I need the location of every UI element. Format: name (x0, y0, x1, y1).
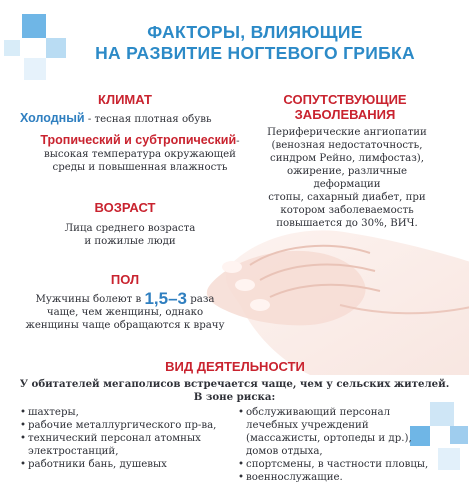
list-item: • военнослужащие. (238, 471, 438, 484)
list-item: • технический персонал атомных электростанций, (20, 432, 225, 458)
climate-tropic-dash: - (236, 136, 240, 147)
list-item: • рабочие металлургического пр-ва, (20, 419, 225, 432)
climate-tropic-line2: среды и повышенная влажность (52, 162, 228, 173)
comorbid-line: синдром Рейно, лимфостаз), (270, 153, 424, 164)
comorbid-line: ожирение, различные деформации (286, 166, 407, 190)
list-item: • работники бань, душевых (20, 458, 225, 471)
activity-intro (10, 378, 459, 404)
comorbid-line: стопы, сахарный диабет, при (268, 192, 426, 203)
comorbid-text (262, 126, 432, 230)
decor-square (24, 58, 46, 80)
age-heading: ВОЗРАСТ (94, 200, 156, 215)
activity-heading: ВИД ДЕЯТЕЛЬНОСТИ (165, 359, 305, 374)
age-line2: и пожилые люди (84, 236, 176, 247)
activity-intro-line1: У обитателей мегаполисов встречается чаще, чем у сельских жителей. (19, 378, 450, 390)
comorbid-heading-line1: СОПУТСТВУЮЩИЕ (283, 92, 407, 107)
age-line1: Лица среднего возраста (64, 223, 196, 234)
climate-tropic-line1: высокая температура окружающей (44, 149, 236, 160)
comorbid-heading (275, 92, 415, 122)
decor-square (46, 38, 66, 58)
activity-right-list (238, 406, 438, 484)
climate-heading: КЛИМАТ (98, 92, 152, 107)
decor-square (450, 426, 468, 444)
list-item: • обслуживающий персонал лечебных учреждений (массажисты, ортопеды и др.), домов отдыха, (238, 406, 438, 458)
list-item: • спортсмены, в частности пловцы, (238, 458, 438, 471)
sex-line3: женщины чаще обращаются к врачу (25, 320, 225, 331)
sex-line1a: Мужчины болеют в (35, 294, 142, 305)
climate-cold (20, 112, 270, 126)
page-title-line2: НА РАЗВИТИЕ НОГТЕВОГО ГРИБКА (95, 43, 415, 63)
sex-line1b: раза (190, 294, 215, 305)
comorbid-line: котором заболеваемость (280, 205, 414, 216)
climate-cold-text: - тесная плотная обувь (84, 114, 212, 125)
sex-line2: чаще, чем женщины, однако (46, 307, 204, 318)
activity-intro-line2: В зоне риска: (193, 391, 276, 403)
list-item: • шахтеры, (20, 406, 225, 419)
page-title-line1: ФАКТОРЫ, ВЛИЯЮЩИЕ (147, 22, 363, 42)
decor-square (438, 448, 460, 470)
decor-square (22, 14, 46, 38)
sex-ratio: 1,5–3 (144, 289, 188, 308)
climate-cold-label: Холодный (20, 111, 85, 125)
sex-text (20, 289, 230, 332)
climate-tropic (20, 134, 260, 174)
hands-image (190, 205, 469, 375)
comorbid-line: повышается до 30%, ВИЧ. (276, 218, 418, 229)
decor-square (4, 40, 20, 56)
activity-left-list (20, 406, 225, 471)
comorbid-line: (венозная недостаточность, (271, 140, 423, 151)
sex-heading: ПОЛ (110, 272, 140, 287)
page-title (70, 22, 440, 64)
comorbid-heading-line2: ЗАБОЛЕВАНИЯ (294, 107, 396, 122)
age-text (40, 222, 220, 248)
comorbid-line: Периферические ангиопатии (267, 127, 427, 138)
climate-tropic-label: Тропический и субтропический (40, 133, 237, 147)
